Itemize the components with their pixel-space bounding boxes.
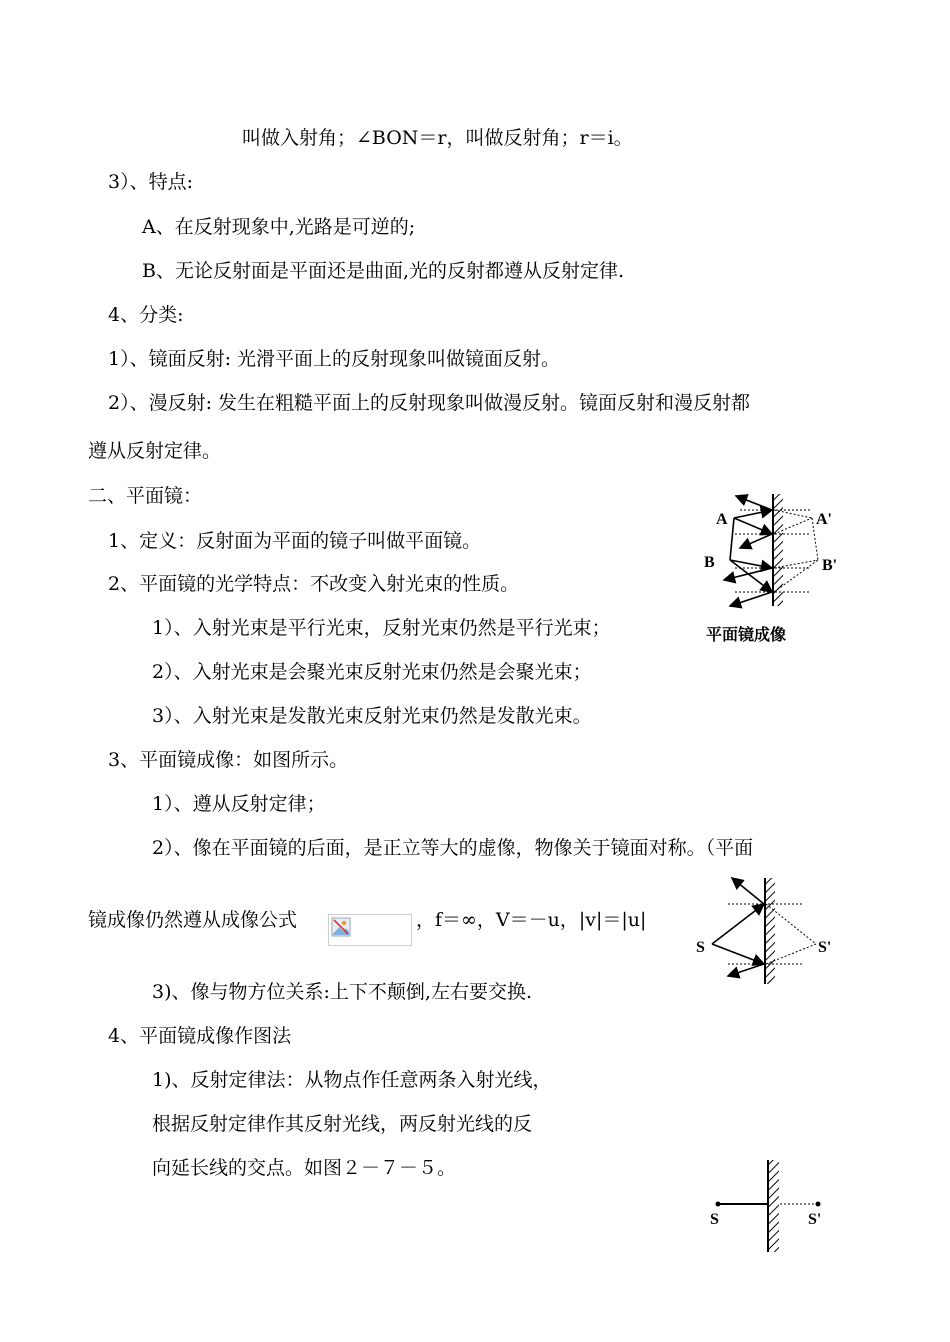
text-line-8: 遵从反射定律。 [88,440,222,462]
text-line-7: 2）、漫反射: 发生在粗糙平面上的反射现象叫做漫反射。镜面反射和漫反射都 [108,392,751,414]
label-s-prime: S' [818,939,832,956]
figure-plane-mirror-imaging [700,488,860,648]
text-line-24: 向延长线的交点。如图２－７－５。 [152,1157,457,1179]
text-line-11: 2、平面镜的光学特点：不改变入射光束的性质。 [108,573,520,595]
formula-image-placeholder [328,914,412,946]
label-a: A [716,511,728,528]
label-s: S [696,939,705,956]
text-line-20: 3)、像与物方位关系:上下不颠倒,左右要交换. [152,981,532,1003]
text-line-17: 2）、像在平面镜的后面，是正立等大的虚像，物像关于镜面对称。（平面 [152,837,754,859]
label-b: B [704,554,715,571]
text-line-5: 4、分类: [108,304,184,326]
figure-caption: 平面镜成像 [706,625,787,644]
text-line-12: 1）、入射光束是平行光束，反射光束仍然是平行光束； [152,617,611,639]
text-line-2: 3）、特点: [108,171,193,193]
label-s-prime: S' [808,1211,822,1228]
section-heading-plane-mirror: 二、平面镜： [88,485,203,507]
text-line-16: 1）、遵从反射定律； [152,793,326,815]
text-line-14: 3）、入射光束是发散光束反射光束仍然是发散光束。 [152,705,592,727]
text-line-6: 1）、镜面反射: 光滑平面上的反射现象叫做镜面反射。 [108,348,561,370]
text-line-3: A、在反射现象中,光路是可逆的; [142,216,416,238]
text-line-15: 3、平面镜成像：如图所示。 [108,749,349,771]
broken-image-icon [331,917,351,937]
text-line-18: 镜成像仍然遵从成像公式 [88,909,298,931]
text-line-19: ，f＝∞，V＝－u，|v|＝|u| [416,909,647,931]
figure-point-source-imaging [692,872,852,988]
figure-perpendicular-source [700,1156,840,1256]
mirror-hatching [769,1160,779,1252]
label-a-prime: A' [816,511,832,528]
mirror-hatching [766,878,775,984]
text-line-4: B、无论反射面是平面还是曲面,光的反射都遵从反射定律. [142,260,625,282]
text-line-1: 叫做入射角；∠BON＝r，叫做反射角；r＝i。 [242,127,633,149]
text-line-13: 2）、入射光束是会聚光束反射光束仍然是会聚光束； [152,661,592,683]
label-b-prime: B' [822,557,838,574]
text-line-23: 根据反射定律作其反射光线，两反射光线的反 [152,1113,533,1135]
text-line-21: 4、平面镜成像作图法 [108,1025,292,1047]
text-line-10: 1、定义：反射面为平面的镜子叫做平面镜。 [108,530,482,552]
text-line-22: 1)、反射定律法：从物点作任意两条入射光线， [152,1069,552,1091]
label-s: S [710,1211,719,1228]
